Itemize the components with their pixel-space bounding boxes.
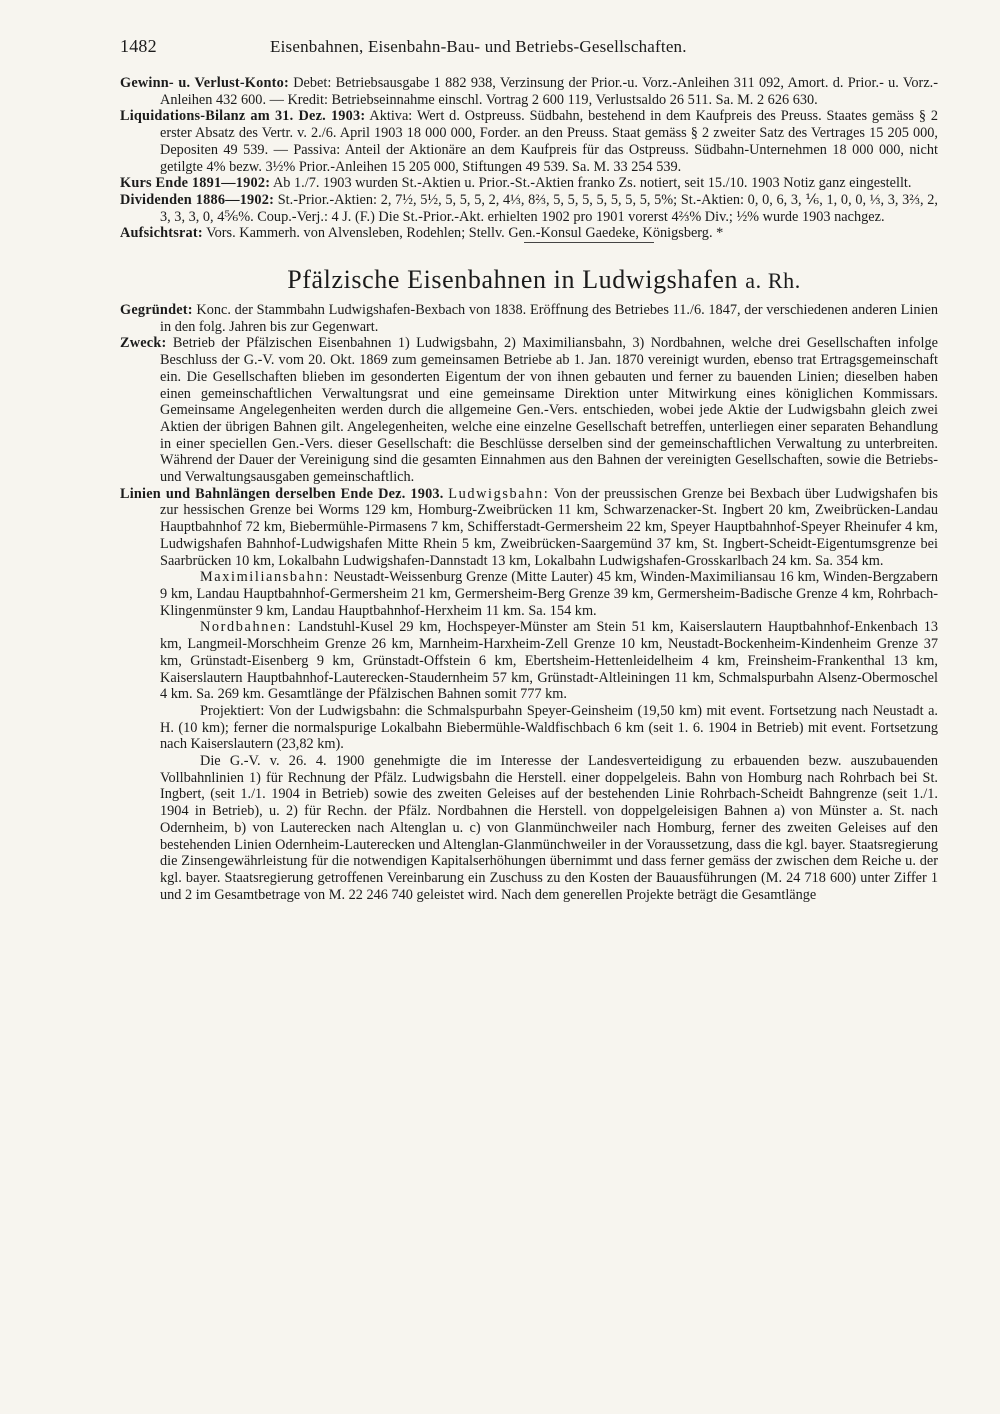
gv-entry [120,753,938,903]
gewinn-verlust-text: Debet: Betriebsausgabe 1 882 938, Verzinsung der Prior.-u. Vorz.-Anleihen 311 092, Amort. d. Prior.- u. Vorz.-Anleihen 432 600. — Kredit: Betriebseinnahme einschl. Vortrag 2 600 119, Verlustsaldo 26 511. Sa. M. 2 626 630. [160,75,939,108]
company-block [120,302,938,903]
running-title: Eisenbahnen, Eisenbahn-Bau- und Betriebs-Gesellschaften. [270,37,687,56]
nordbahnen-text: Landstuhl-Kusel 29 km, Hochspeyer-Münster am Stein 51 km, Kaiserslautern Hauptbahnhof-Enkenbach 13 km, Langmeil-Morschheim Grenze 26 km, Marnheim-Harxheim-Zell Grenze 10 km, Neustadt-Bockenheim-Kindenheim Grenze 37 km, Grünstadt-Eisenberg 9 km, Grünstadt-Offstein 6 km, Ebertsheim-Hettenleidelheim 4 km, Freinsheim-Frankenthal 13 km, Kaiserslautern Hauptbahnhof-Lauterecken-Staudernheim 57 km, Grünstadt-Altleiningen 11 km, Schmalspurbahn Alsenz-Obermoschel 4 km. Sa. 269 km. Gesamtlänge der Pfälzischen Bahnen somit 777 km. [160,619,939,703]
maximiliansbahn-text: Neustadt-Weissenburg Grenze (Mitte Lauter) 45 km, Winden-Maximiliansau 16 km, Winden-Bergzabern 9 km, Landau Hauptbahnhof-Germersheim 21 km, Germersheim-Berg Grenze 39 km, Germersheim-Badische Grenze 4 km, Rohrbach-Klingenmünster 9 km, Landau Hauptbahnhof-Herxheim 11 km. Sa. 154 km. [160,569,938,619]
section-divider [524,242,654,243]
gv-text: Die G.-V. v. 26. 4. 1900 genehmigte die im Interesse der Landesverteidigung zu erbauenden bezw. auszubauenden Vollbahnlinien 1) für Rechnung der Pfälz. Ludwigsbahn die Herstell. einer doppelgeleis. Bahn von Homburg nach Rohrbach bei St. Ingbert, (seit 1./1. 1904 in Betrieb) sowie des zweiten Geleises auf der bestehenden Linie Rohrbach-Scheidt Bahngrenze (seit 1./1. 1904 in Betrieb), u. 2) für Rechn. der Pfälz. Nordbahnen die Herstell. von doppelgeleisigen Bahnen a) von Münster a. St. nach Odernheim, b) von Lauterecken nach Altenglan u. c) von Glanmünchweiler nach Homburg, ferner des zweiten Geleises auf den bestehenden Linien Odernheim-Lauterecken und Altenglan-Glanmünchweiler in der Voraussetzung, dass die kgl. bayer. Staatsregierung die Zinsengewährleistung für die notwendigen Kapitalserhöhungen übernimmt und dass ferner gemäss der zwischen dem Reiche u. der kgl. bayer. Staatsregierung getroffenen Vereinbarung ein Zuschuss zu den Kosten der Bauausführungen (M. 24 718 600) unter Ziffer 1 und 2 im Gesamtbetrage von M. 22 246 740 geleistet wird. Nach dem generellen Projekte beträgt die Gesamtlänge [160,753,939,903]
nordbahnen-label: Nordbahnen: [200,619,293,636]
nordbahnen-entry [120,619,938,703]
gewinn-verlust-label: Gewinn- u. Verlust-Konto: [120,75,289,91]
page-number: 1482 [120,36,157,56]
section-title [120,265,938,296]
projektiert-text: Von der Ludwigsbahn: die Schmalspurbahn Speyer-Geinsheim (19,50 km) mit event. Fortsetzung nach Neustadt a. H. (10 km); ferner die normalspurige Lokalbahn Biebermühle-Waldfischbach 6 km (seit 1. 6. 1904 in Betrieb) mit event. Fortsetzung nach Kaiserslautern (23,82 km). [160,702,938,753]
dividenden-entry [120,192,938,225]
dividenden-label: Dividenden 1886—1902: [120,191,275,208]
dividenden-text: St.-Prior.-Aktien: 2, 7½, 5½, 5, 5, 5, 2, 4⅓, 8⅔, 5, 5, 5, 5, 5, 5, 5, 5%; St.-Aktien: 0, 0, 6, 3, ⅙, 1, 0, 0, ⅓, 3, 3⅔, 2, 3, 3, 3, 0, 4⅚%. Coup.-Verj.: 4 J. (F.) Die St.-Prior.-Akt. erhielten 1902 pro 1901 vorerst 4⅔% Div.; ½% wurde 1903 nachgez. [160,191,938,225]
gegruendet-label: Gegründet: [120,302,193,319]
gegruendet-entry [120,302,938,335]
section-title-place: a. Rh. [745,268,801,294]
aufsichtsrat-text: Vors. Kammerh. von Alvensleben, Rodehlen; Stellv. Gen.-Konsul Gaedeke, Königsberg. * [206,225,724,242]
section-title-name: Pfälzische Eisenbahnen in Ludwigshafen [287,265,739,295]
gewinn-verlust-entry [120,75,938,108]
aufsichtsrat-label: Aufsichtsrat: [120,225,203,242]
previous-company-block [120,75,938,242]
liquidations-bilanz-text: Aktiva: Wert d. Ostpreuss. Südbahn, bestehend in dem Kaufpreis des Preuss. Staates gemäss § 2 erster Absatz des Vertr. v. 2./6. April 1903 18 000 000, Forder. an den Preuss. Staat gemäss § 2 zweiter Satz des Vertrages 15 205 000, Depositen 49 539. — Passiva: Anteil der Aktionäre an dem Kaufpreis für das Ostpreuss. Südbahn-Unternehmen 18 000 000, nicht getilgte 4% bezw. 3½% Prior.-Anleihen 15 205 000, Stiftungen 49 539. Sa. M. 33 254 539. [160,108,938,175]
linien-entry [120,486,938,570]
liquidations-bilanz-label: Liquidations-Bilanz am 31. Dez. 1903: [120,108,366,125]
kurs-label: Kurs Ende 1891—1902: [120,175,271,192]
projektiert-entry [120,703,938,753]
kurs-entry [120,175,938,192]
ludwigsbahn-text: Von der preussischen Grenze bei Bexbach über Ludwigshafen bis zur hessischen Grenze bei Worms 129 km, Homburg-Zweibrücken 11 km, Schwarzenacker-St. Ingbert 20 km, Zweibrücken-Landau Hauptbahnhof 72 km, Biebermühle-Pirmasens 7 km, Schifferstadt-Germersheim 22 km, Speyer Hauptbahnhof-Speyer Rheinufer 4 km, Ludwigshafen Bahnhof-Ludwigshafen Mitte Rhein 5 km, Zweibrücken-Saargemünd 37 km, St. Ingbert-Scheidt-Eigentumsgrenze bei Saarbrücken 10 km, Lokalbahn Ludwigshafen-Dannstadt 13 km, Lokalbahn Ludwigshafen-Grosskarlbach 24 km. Sa. 354 km. [160,485,938,569]
zweck-entry [120,335,938,485]
aufsichtsrat-entry [120,225,938,242]
projektiert-label: Projektiert: [200,702,265,719]
gegruendet-text: Konc. der Stammbahn Ludwigshafen-Bexbach von 1838. Eröffnung des Betriebes 11./6. 1847, der verschiedenen anderen Linien in den folg. Jahren bis zur Gegenwart. [160,302,938,335]
liquidations-bilanz-entry [120,108,938,175]
running-head [120,36,938,57]
kurs-text: Ab 1./7. 1903 wurden St.-Aktien u. Prior.-St.-Aktien franko Zs. notiert, seit 15./10. 1903 Notiz ganz eingestellt. [272,175,912,192]
maximiliansbahn-label: Maximiliansbahn: [200,569,330,586]
zweck-label: Zweck: [120,335,167,352]
zweck-text: Betrieb der Pfälzischen Eisenbahnen 1) Ludwigsbahn, 2) Maximiliansbahn, 3) Nordbahnen, welche drei Gesellschaften infolge Beschluss der G.-V. vom 20. Okt. 1869 zum gemeinsamen Betriebe ab 1. Jan. 1870 vereinigt wurden, ebenso trat Ertragsgemeinschaft ein. Die Gesellschaften blieben im gesonderten Eigentum der von ihnen gebauten und ferner zu bauenden Linien; dieselben haben einen gemeinschaftlichen Verwaltungsrat und eine gemeinsame Direktion unter Mitwirkung eines königlichen Kommissars. Gemeinsame Angelegenheiten werden durch die allgemeine Gen.-Vers. entschieden, wobei jede Aktie der Ludwigsbahn gleich zwei Aktien der übrigen Bahnen gilt. Angelegenheiten, welche eine einzelne Gesellschaft betreffen, unterliegen einer separaten Behandlung in einer speciellen Gen.-Vers. dieser Gesellschaft: die Beschlüsse derselben sind der gemeinschaftlichen Verwaltung zu unterbreiten. Während der Dauer der Vereinigung sind die gesamten Einnahmen aus den Bahnen der vereinigten Gesellschaften, sowie die Betriebs- und Verwaltungsausgaben gemeinschaftlich. [160,335,938,486]
ludwigsbahn-label: Ludwigsbahn: [448,485,550,502]
linien-label: Linien und Bahnlängen derselben Ende Dez. 1903. [120,485,444,502]
maximiliansbahn-entry [120,569,938,619]
